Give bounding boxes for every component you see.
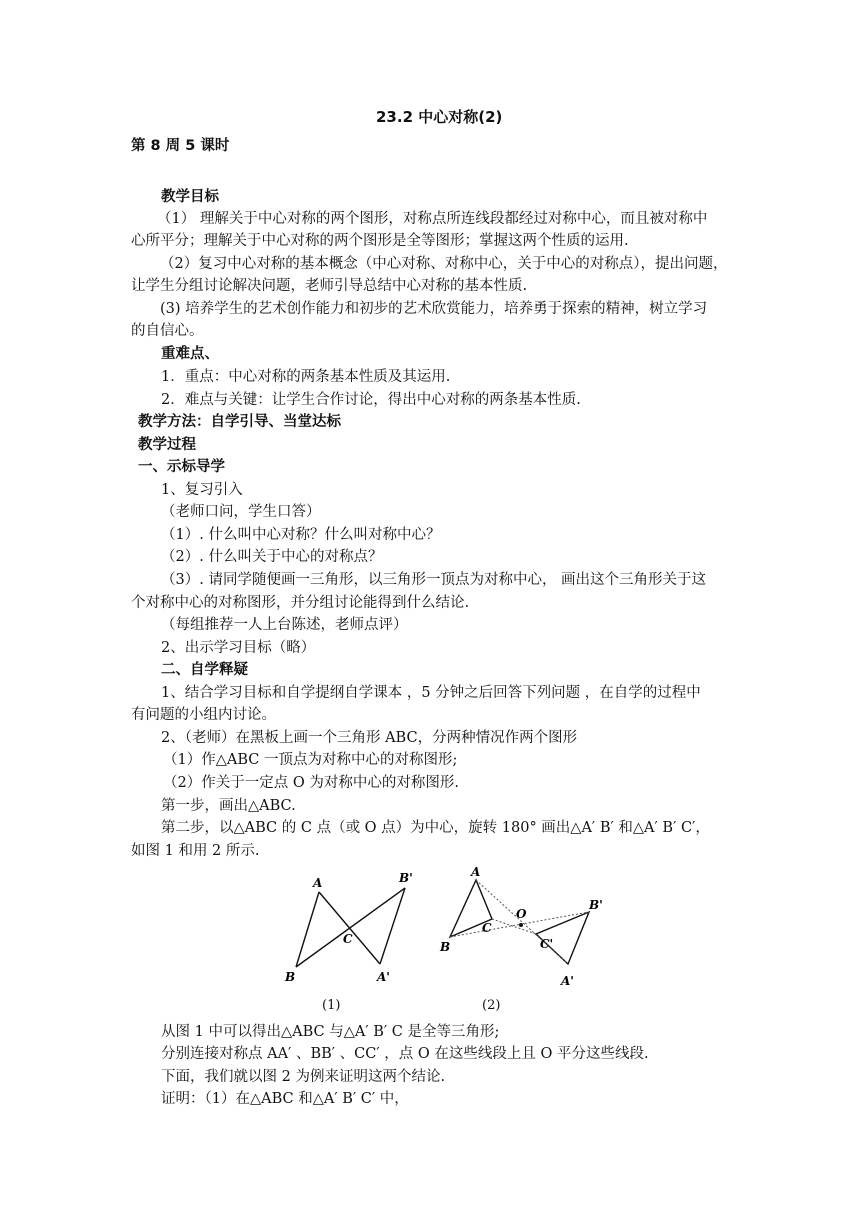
step-2-line-2: 如图 1 和用 2 所示. [131,843,260,859]
fig2-label-b: B [440,940,451,954]
part-1-sub-2: 2、出示学习目标（略） [161,640,316,656]
document-title: 23.2 中心对称(2) [376,108,503,126]
fig2-label-a: A [471,865,481,879]
goals-heading: 教学目标 [161,189,219,205]
fig1-label-a1: A' [377,970,390,984]
fig2-segment-cc1 [492,919,536,934]
question-3-line-2: 个对称中心的对称图形，并分组讨论能得到什么结论. [131,595,470,611]
part-1-sub-1: 1、复习引入 [161,482,243,498]
conclusion-line-1: 从图 1 中可以得出△ABC 与△A′ B′ C 是全等三角形; [161,1024,500,1040]
fig1-label-b1: B' [399,871,413,885]
proof-start: 证明：（1）在△ABC 和△A′ B′ C′ 中， [161,1091,409,1107]
goal-1-line-1: （1） 理解关于中心对称的两个图形，对称点所连线段都经过对称中心，而且被对称中 [157,211,708,227]
fig2-label-a1: A' [561,974,574,988]
process-heading: 教学过程 [138,437,196,453]
goal-3-line-2: 的自信心。 [131,323,204,339]
fig2-label-o: O [516,907,527,921]
fig1-label-a: A [313,876,323,890]
fig2-point-o [519,923,523,927]
goal-3-line-1: (3) 培养学生的艺术创作能力和初步的艺术欣赏能力，培养勇于探索的精神，树立学习 [160,301,708,317]
key-point-2: 2．难点与关键：让学生合作讨论，得出中心对称的两条基本性质. [161,392,581,408]
step-1: 第一步，画出△ABC. [161,798,296,814]
part-2-p2-b: （2）作关于一定点 O 为对称中心的对称图形. [163,775,459,791]
part-1-heading: 一、示标导学 [138,459,225,475]
step-2-line-1: 第二步，以△ABC 的 C 点（或 O 点）为中心，旋转 180° 画出△A′ B′ 和△A′ B′ C′， [161,820,710,836]
figure-1-diagram [280,868,430,993]
part-2-p1-line-2: 有问题的小组内讨论。 [131,707,276,723]
part-2-p2: 2、（老师）在黑板上画一个三角形 ABC，分两种情况作两个图形 [161,730,578,746]
teaching-method: 教学方法：自学引导、当堂达标 [138,414,341,430]
part-2-p1-line-1: 1、结合学习目标和自学提纲自学课本 ，5 分钟之后回答下列问题 ，在自学的过程中 [161,685,701,701]
fig2-label-c1: C' [540,937,554,951]
fig1-label-c: C [343,932,353,946]
figure-1-caption: (1) [322,998,341,1013]
key-points-heading: 重难点、 [161,346,219,362]
part-1-note-2: （每组推荐一人上台陈述，老师点评） [161,617,408,633]
question-3-line-1: （3）. 请同学随便画一三角形，以三角形一顶点为对称中心， 画出这个三角形关于这 [161,572,707,588]
fig1-side-ab [296,892,319,967]
goal-1-line-2: 心所平分；理解关于中心对称的两个图形是全等图形；掌握这两个性质的运用. [131,233,629,249]
fig2-label-c: C [482,921,492,935]
fig1-label-b: B [285,970,296,984]
fig1-side-bb1 [296,888,405,967]
question-1: （1）. 什么叫中心对称？什么叫对称中心？ [161,527,441,543]
key-point-1: 1．重点：中心对称的两条基本性质及其运用. [161,369,451,385]
part-1-note-1: （老师口问，学生口答） [161,504,321,520]
figure-2-diagram [436,862,611,992]
part-2-heading: 二、自学释疑 [161,662,248,678]
goal-2-line-1: （2）复习中心对称的基本概念（中心对称、对称中心，关于中心的对称点），提出问题， [160,256,728,272]
fig2-label-b1: B' [589,898,603,912]
goal-2-line-2: 让学生分组讨论解决问题，老师引导总结中心对称的基本性质. [131,278,528,294]
question-2: （2）. 什么叫关于中心的对称点？ [161,549,383,565]
conclusion-line-2: 分别连接对称点 AA′ 、BB′ 、CC′ ，点 O 在这些线段上且 O 平分这些线段. [161,1046,649,1062]
schedule-line: 第 8 周 5 课时 [131,138,230,154]
fig1-side-b1a1 [380,888,405,964]
conclusion-line-3: 下面，我们就以图 2 为例来证明这两个结论. [161,1069,446,1085]
part-2-p2-a: （1）作△ABC 一顶点为对称中心的对称图形; [163,752,458,768]
figure-2-caption: (2) [482,998,501,1013]
